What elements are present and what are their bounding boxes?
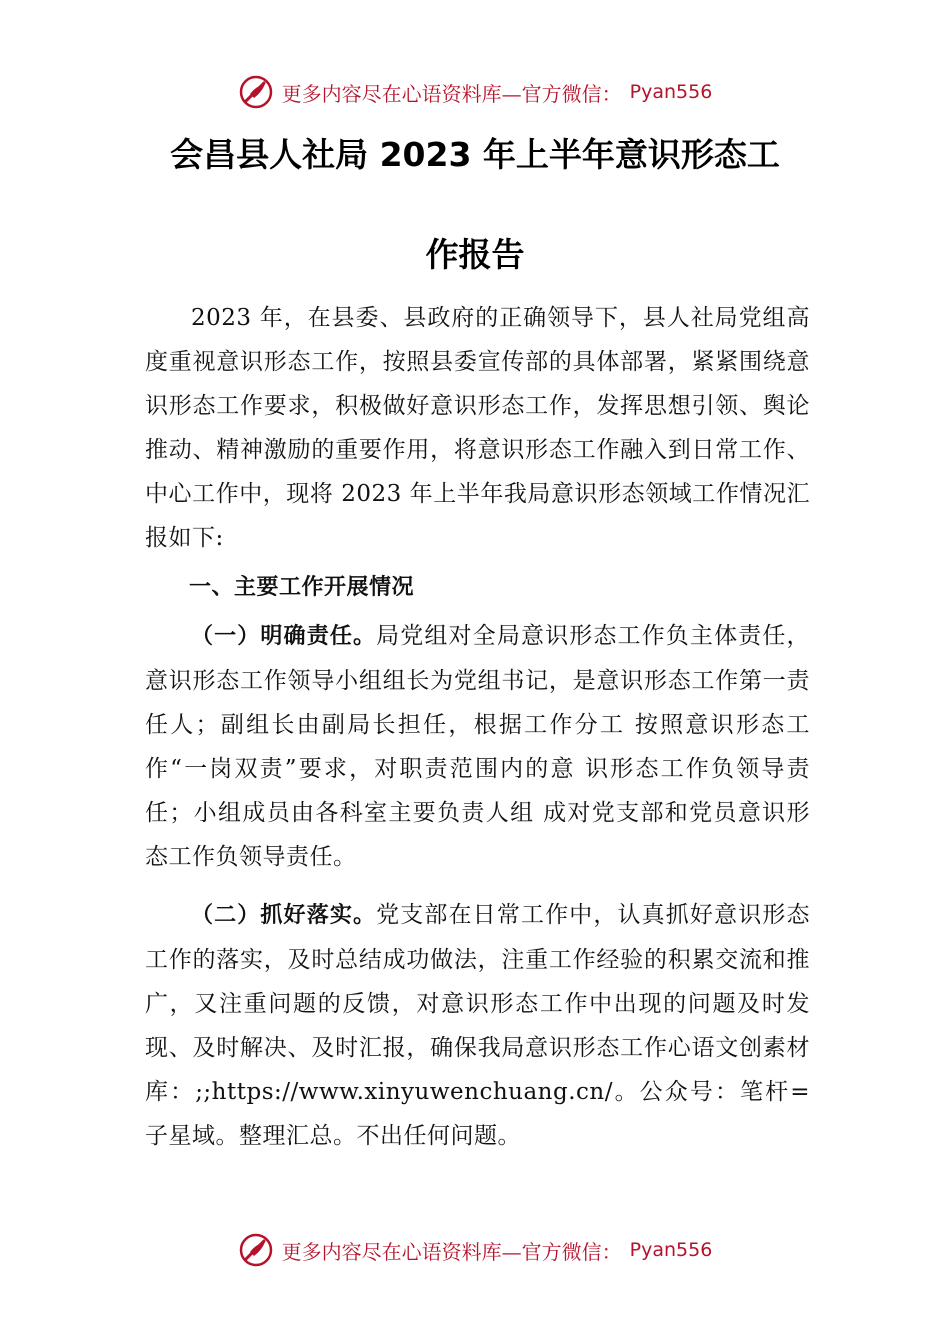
banner-wechat-id: Pyan556 [629, 1239, 713, 1261]
item-2-text: 党支部在日常工作中，认真抓好意识形态工作的落实，及时总结成功做法，注重工作经验的积累交流和推广，又注重问题的反馈，对意识形态工作中出现的问题及时发现、及时解决、及时汇报，确保我局意识形态工作心语文创素材库：;;https://www.xinyuwenchuang.cn/。公众号：笔杆=子星域。整理汇总。不出任何问题。 [145, 902, 810, 1149]
item-2-lead: （二）抓好落实。 [191, 903, 377, 928]
banner-wechat-id: Pyan556 [629, 81, 713, 103]
intro-paragraph: 2023 年，在县委、县政府的正确领导下，县人社局党组高度重视意识形态工作，按照县委宣传部的具体部署，紧紧围绕意识形态工作要求，积极做好意识形态工作，发挥思想引领、舆论推动、精神激励的重要作用，将意识形态工作融入到日常工作、中心工作中，现将 2023 年上半年我局意识形态领域工作情况汇报如下: [145, 305, 810, 551]
item-2-paragraph [145, 893, 810, 1158]
quill-logo-icon [238, 74, 274, 110]
header-banner [0, 72, 950, 112]
quill-logo-icon [238, 1232, 274, 1268]
section-heading: 一、主要工作开展情况 [189, 575, 415, 600]
document-body [145, 296, 810, 1158]
banner-text: 更多内容尽在心语资料库—官方微信： [281, 1239, 622, 1264]
item-1-paragraph [145, 614, 810, 879]
item-1-lead: （一）明确责任。 [191, 624, 377, 649]
item-1-text: 局党组对全局意识形态工作负主体责任，意识形态工作领导小组组长为党组书记，是意识形态工作第一责任人；副组长由副局长担任，根据工作分工 按照意识形态工作“一岗双责”要求，对职责范围内的意 识形态工作负领导责任；小组成员由各科室主要负责人组 成对党支部和党员意识形态工作负领导责任。 [145, 623, 810, 870]
banner-text: 更多内容尽在心语资料库—官方微信： [281, 81, 622, 106]
title-line-2: 作报告 [425, 235, 525, 274]
title-line-1: 会昌县人社局 2023 年上半年意识形态工 [170, 135, 780, 174]
footer-banner [0, 1230, 950, 1270]
